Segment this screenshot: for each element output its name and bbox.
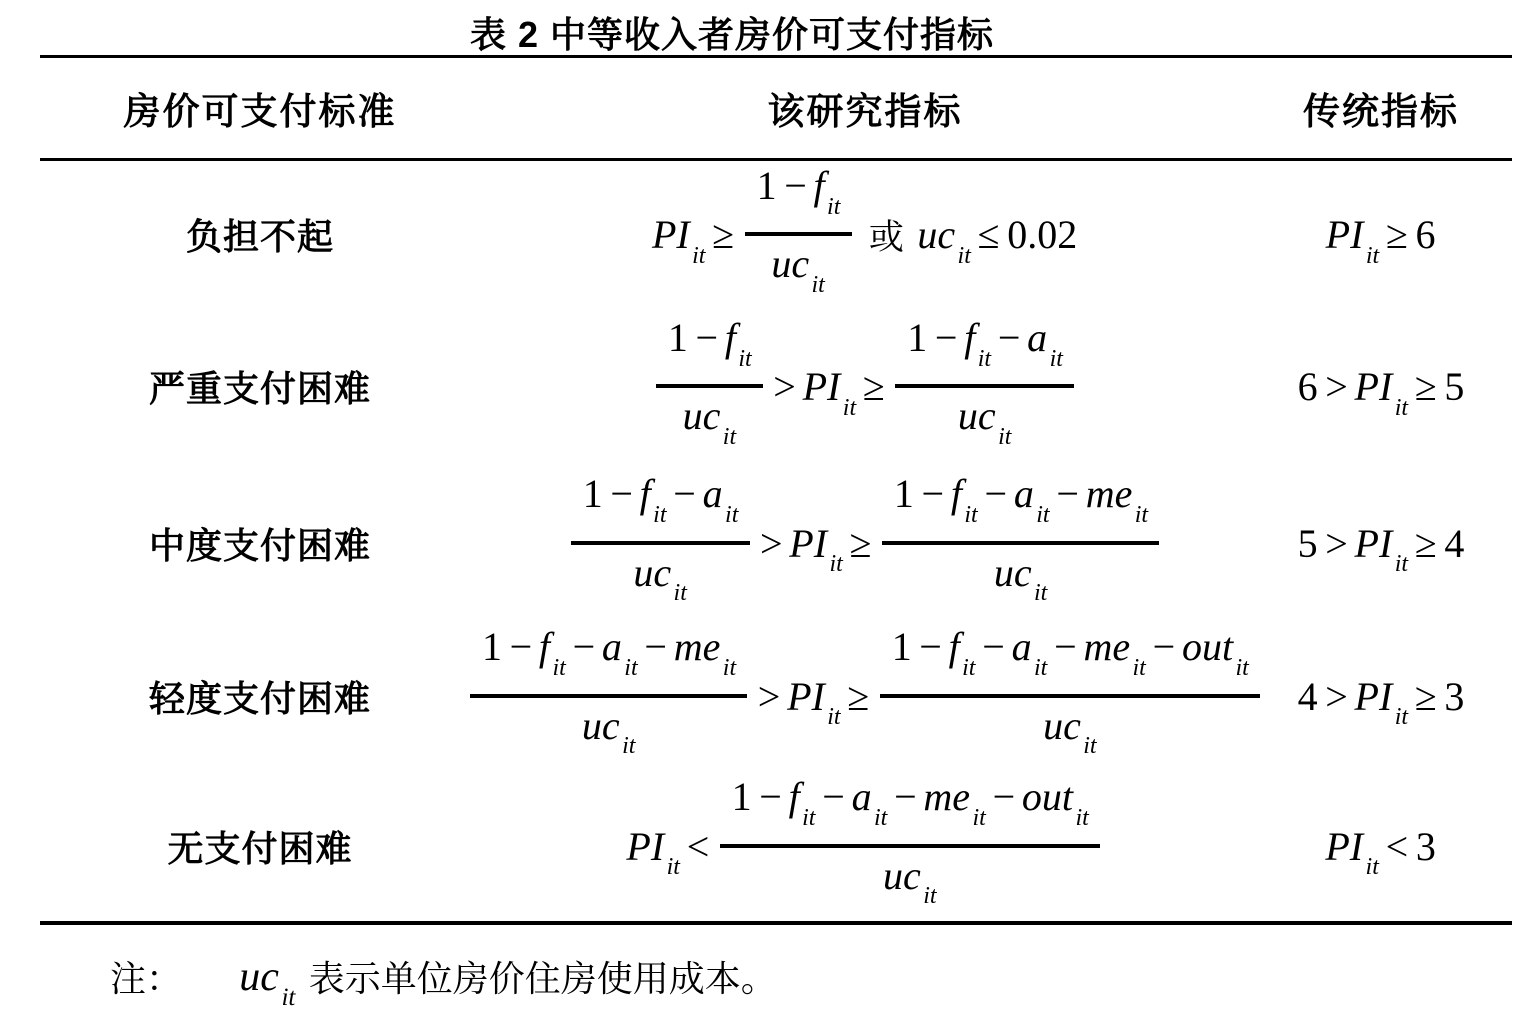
math-var: meit bbox=[1083, 624, 1146, 682]
math-subscript: it bbox=[829, 551, 843, 578]
math-var: ait bbox=[1013, 471, 1050, 529]
math-op: − bbox=[934, 314, 958, 360]
math-var: fit bbox=[538, 624, 566, 682]
math-subscript: it bbox=[1036, 502, 1050, 529]
math-subscript: it bbox=[281, 984, 296, 1012]
math-var: PIit bbox=[651, 212, 706, 269]
math-var: fit bbox=[639, 471, 667, 529]
math-subscript: it bbox=[1394, 704, 1409, 731]
math-subscript: it bbox=[977, 345, 992, 372]
denominator bbox=[745, 236, 852, 307]
math-op: ≥ bbox=[1385, 212, 1408, 257]
math-num: 6 bbox=[1415, 212, 1436, 257]
math-subscript: it bbox=[738, 345, 752, 372]
note-suffix: 表示单位房价住房使用成本。 bbox=[308, 959, 777, 999]
fraction bbox=[880, 623, 1260, 768]
row-study-formula bbox=[651, 314, 1079, 459]
math-op: − bbox=[509, 624, 533, 670]
math-op: − bbox=[1152, 624, 1176, 670]
math-op: ≤ bbox=[977, 212, 1000, 257]
math-var: ucit bbox=[239, 953, 296, 1012]
math-var: ucit bbox=[957, 393, 1012, 450]
math-subscript: it bbox=[998, 423, 1012, 450]
math-subscript: it bbox=[1034, 655, 1048, 682]
numerator bbox=[656, 314, 763, 388]
table-title: 表 2 中等收入者房价可支付指标 bbox=[469, 14, 995, 55]
denominator bbox=[656, 388, 763, 459]
math-subscript: it bbox=[957, 242, 971, 269]
math-num: 1 bbox=[481, 624, 502, 670]
math-var: fit bbox=[948, 624, 976, 682]
math-subscript: it bbox=[673, 580, 687, 607]
math-num: 6 bbox=[1297, 364, 1318, 409]
math-var: PIit bbox=[1354, 520, 1409, 578]
numerator bbox=[745, 162, 852, 236]
math-num: 1 bbox=[582, 471, 603, 517]
table-row bbox=[40, 621, 1512, 771]
math-subscript: it bbox=[1134, 502, 1149, 529]
math-op: − bbox=[673, 471, 696, 517]
row-study-formula bbox=[566, 470, 1164, 615]
math-num: 1 bbox=[891, 624, 912, 670]
math-op: ≥ bbox=[1414, 673, 1437, 719]
bottom-rule bbox=[40, 921, 1512, 925]
math-num: 5 bbox=[1444, 364, 1465, 409]
math-var: fit bbox=[788, 774, 816, 832]
math-subscript: it bbox=[692, 242, 706, 269]
math-op: ≥ bbox=[1414, 520, 1437, 566]
math-op: − bbox=[759, 774, 782, 820]
math-op: − bbox=[982, 624, 1005, 670]
row-standard-label: 负担不起 bbox=[185, 216, 334, 257]
math-var: ucit bbox=[917, 212, 971, 269]
denominator bbox=[880, 698, 1260, 769]
math-subscript: it bbox=[802, 805, 816, 832]
numerator bbox=[882, 470, 1159, 544]
row-traditional-formula bbox=[1324, 823, 1438, 881]
math-op: − bbox=[644, 624, 667, 670]
row-study-formula bbox=[651, 162, 1079, 307]
math-op: − bbox=[1056, 471, 1079, 517]
math-subscript: it bbox=[666, 854, 680, 881]
math-op: ≥ bbox=[712, 212, 735, 257]
math-var: ucit bbox=[771, 241, 825, 298]
denominator bbox=[571, 545, 750, 616]
math-var: ucit bbox=[993, 549, 1048, 607]
math-subscript: it bbox=[1365, 242, 1380, 269]
table-row bbox=[40, 161, 1512, 308]
math-subscript: it bbox=[552, 655, 566, 682]
math-op: > bbox=[773, 364, 796, 409]
denominator bbox=[895, 388, 1074, 459]
math-op: ≥ bbox=[849, 520, 872, 566]
math-op: − bbox=[894, 774, 917, 820]
math-var: PIit bbox=[802, 364, 857, 421]
math-var: PIit bbox=[789, 520, 843, 578]
math-num: 1 bbox=[756, 162, 777, 208]
math-subscript: it bbox=[972, 805, 986, 832]
math-subscript: it bbox=[1075, 805, 1089, 832]
row-standard-label: 无支付困难 bbox=[167, 827, 353, 869]
math-var: PIit bbox=[1325, 212, 1380, 269]
math-subscript: it bbox=[1235, 655, 1249, 682]
math-op: − bbox=[997, 314, 1021, 360]
fraction bbox=[656, 314, 763, 459]
math-var: ucit bbox=[1043, 702, 1097, 760]
row-study-formula bbox=[625, 773, 1105, 918]
math-op: − bbox=[784, 162, 807, 208]
math-var: fit bbox=[964, 314, 992, 372]
table-body bbox=[40, 161, 1512, 921]
denominator bbox=[882, 545, 1159, 616]
row-standard-label: 轻度支付困难 bbox=[148, 677, 371, 719]
math-num: 3 bbox=[1415, 823, 1436, 869]
math-op: < bbox=[1385, 823, 1409, 869]
math-var: PIit bbox=[1325, 823, 1379, 881]
header-standard: 房价可支付标准 bbox=[123, 91, 397, 132]
math-var: ait bbox=[1027, 314, 1063, 372]
fraction bbox=[571, 470, 750, 615]
math-subscript: it bbox=[842, 394, 857, 421]
math-op: − bbox=[921, 471, 945, 517]
row-traditional-formula bbox=[1296, 673, 1467, 731]
math-var: ucit bbox=[883, 852, 937, 910]
math-subscript: it bbox=[873, 805, 888, 832]
math-op: < bbox=[686, 823, 710, 869]
math-var: PIit bbox=[787, 673, 841, 731]
math-subscript: it bbox=[722, 423, 737, 450]
paper-table bbox=[40, 0, 1512, 1012]
math-op: − bbox=[984, 471, 1008, 517]
math-var: ucit bbox=[633, 549, 687, 607]
math-num: 1 bbox=[893, 471, 914, 517]
math-op: > bbox=[1325, 520, 1348, 566]
math-subscript: it bbox=[722, 655, 737, 682]
note-formula bbox=[238, 953, 297, 1012]
row-traditional-formula bbox=[1296, 520, 1467, 578]
math-var: fit bbox=[724, 314, 752, 372]
row-standard-label: 中度支付困难 bbox=[148, 524, 371, 566]
math-op: − bbox=[695, 314, 719, 360]
math-subscript: it bbox=[923, 883, 937, 910]
math-subscript: it bbox=[811, 271, 825, 298]
numerator bbox=[895, 314, 1074, 388]
math-subscript: it bbox=[1132, 655, 1146, 682]
math-subscript: it bbox=[827, 193, 841, 220]
math-subscript: it bbox=[653, 502, 667, 529]
row-traditional-formula bbox=[1296, 363, 1467, 421]
denominator bbox=[470, 698, 747, 769]
math-num: 0.02 bbox=[1007, 212, 1078, 257]
math-subscript: it bbox=[827, 704, 841, 731]
numerator bbox=[720, 773, 1100, 847]
math-subscript: it bbox=[1365, 854, 1379, 881]
math-op: > bbox=[1325, 673, 1348, 719]
math-op: > bbox=[757, 673, 781, 719]
math-num: 1 bbox=[907, 314, 928, 360]
fraction bbox=[745, 162, 852, 307]
math-num: 3 bbox=[1444, 673, 1465, 719]
row-standard-label: 严重支付困难 bbox=[148, 368, 371, 409]
header-row bbox=[40, 58, 1512, 158]
math-cjk: 或 bbox=[868, 218, 904, 257]
math-var: fit bbox=[950, 471, 978, 529]
math-var: ucit bbox=[581, 702, 636, 760]
numerator bbox=[880, 623, 1260, 697]
header-traditional-indicator: 传统指标 bbox=[1303, 91, 1459, 132]
math-subscript: it bbox=[1083, 733, 1097, 760]
math-op: − bbox=[572, 624, 596, 670]
math-op: ≥ bbox=[862, 364, 885, 409]
math-var: meit bbox=[1085, 471, 1149, 529]
row-traditional-formula bbox=[1324, 211, 1437, 269]
note-prefix: 注： bbox=[110, 959, 183, 999]
math-num: 1 bbox=[667, 314, 688, 360]
math-var: PIit bbox=[1354, 673, 1409, 731]
math-var: PIit bbox=[1354, 364, 1409, 421]
math-op: − bbox=[822, 774, 845, 820]
math-op: > bbox=[759, 520, 783, 566]
math-op: − bbox=[1054, 624, 1077, 670]
numerator bbox=[571, 470, 750, 544]
math-var: outit bbox=[1181, 624, 1249, 682]
math-var: ucit bbox=[682, 393, 737, 450]
math-var: ait bbox=[702, 471, 739, 529]
math-subscript: it bbox=[622, 733, 636, 760]
math-var: PIit bbox=[626, 823, 680, 881]
math-num: 1 bbox=[731, 774, 752, 820]
math-var: meit bbox=[923, 774, 986, 832]
table-note bbox=[40, 951, 1512, 1012]
header-study-indicator: 该研究指标 bbox=[767, 91, 963, 132]
math-var: meit bbox=[673, 624, 737, 682]
math-op: − bbox=[919, 624, 942, 670]
math-num: 5 bbox=[1297, 520, 1318, 566]
math-subscript: it bbox=[725, 502, 739, 529]
math-op: ≥ bbox=[847, 673, 870, 719]
math-num: 4 bbox=[1444, 520, 1465, 566]
math-op: > bbox=[1325, 364, 1348, 409]
math-subscript: it bbox=[1034, 580, 1048, 607]
denominator bbox=[720, 848, 1100, 919]
math-subscript: it bbox=[1049, 345, 1063, 372]
math-op: ≥ bbox=[1414, 364, 1437, 409]
fraction bbox=[895, 314, 1074, 459]
fraction bbox=[882, 470, 1159, 615]
math-num: 4 bbox=[1297, 673, 1318, 719]
fraction bbox=[470, 623, 747, 768]
math-var: ait bbox=[1011, 624, 1048, 682]
table-row bbox=[40, 465, 1512, 621]
table-row bbox=[40, 771, 1512, 921]
math-var: outit bbox=[1021, 774, 1089, 832]
table-row bbox=[40, 308, 1512, 465]
numerator bbox=[470, 623, 747, 697]
math-var: ait bbox=[851, 774, 888, 832]
math-op: − bbox=[992, 774, 1016, 820]
math-var: fit bbox=[813, 162, 841, 220]
math-subscript: it bbox=[624, 655, 638, 682]
math-op: − bbox=[610, 471, 633, 517]
math-subscript: it bbox=[964, 502, 978, 529]
math-var: ait bbox=[601, 624, 638, 682]
row-study-formula bbox=[465, 623, 1265, 768]
math-subscript: it bbox=[1394, 394, 1409, 421]
fraction bbox=[720, 773, 1100, 918]
math-subscript: it bbox=[1394, 551, 1409, 578]
math-subscript: it bbox=[962, 655, 976, 682]
